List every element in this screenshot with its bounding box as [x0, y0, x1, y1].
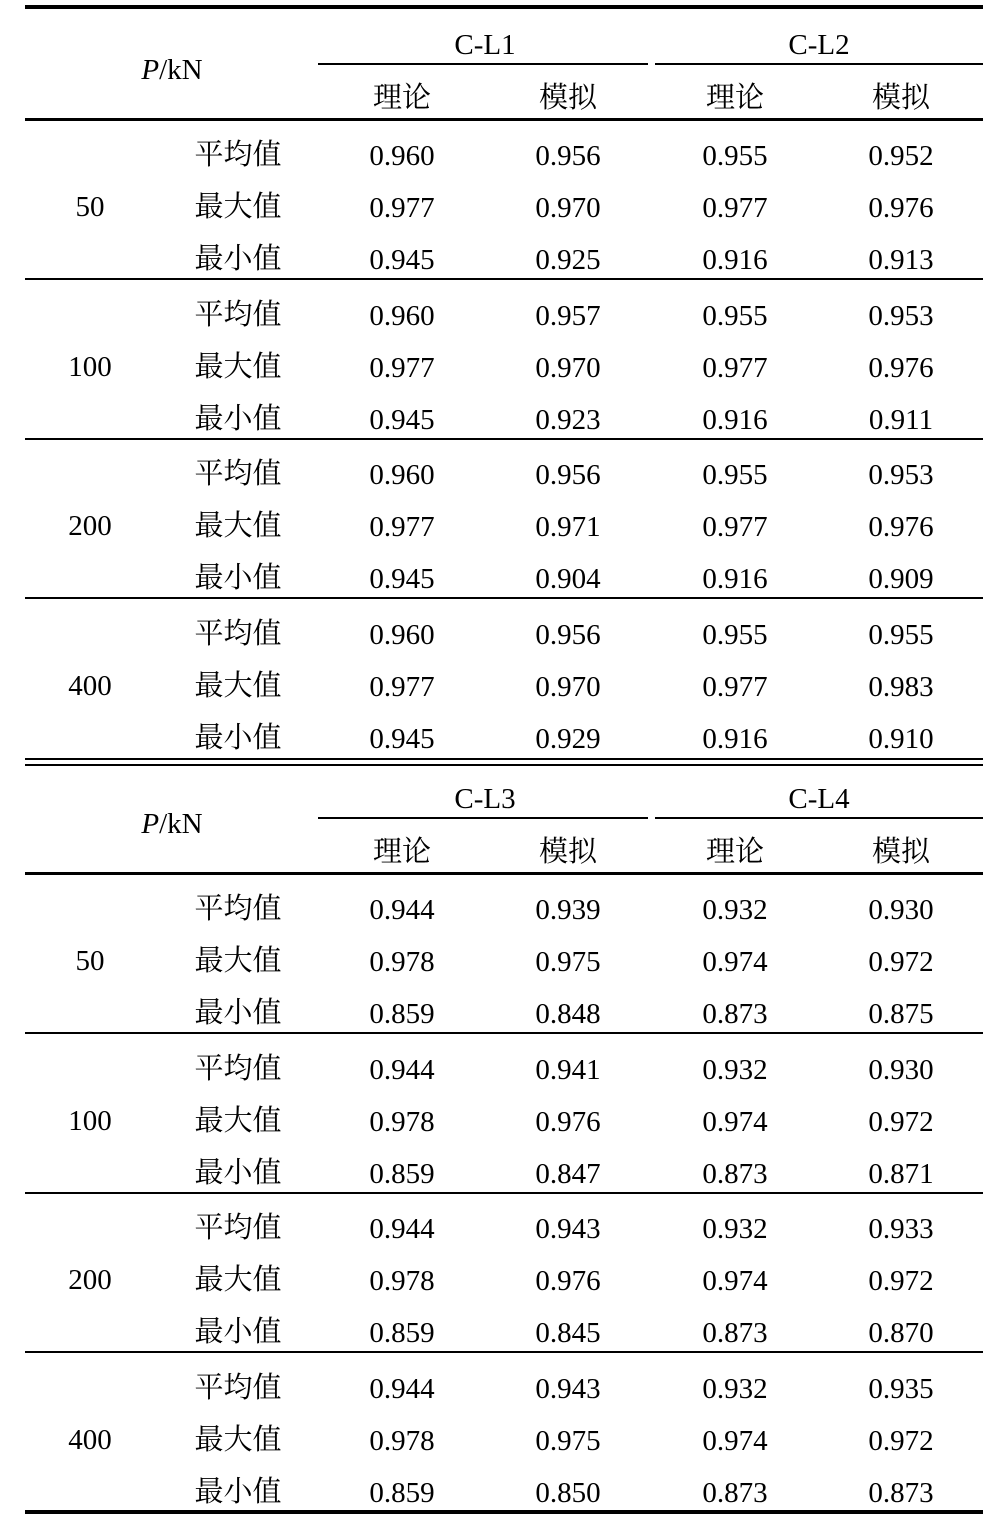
group-header: C-L3 — [454, 783, 516, 815]
row-label-max: 最大值 — [194, 1423, 282, 1456]
row-label-avg: 平均值 — [194, 617, 282, 650]
data-cell: 0.859 — [369, 1157, 435, 1190]
data-cell: 0.978 — [369, 1424, 435, 1457]
data-cell: 0.975 — [535, 946, 601, 978]
row-label-min: 最小值 — [194, 1475, 282, 1508]
data-cell: 0.847 — [535, 1157, 601, 1190]
data-cell: 0.945 — [369, 563, 435, 595]
sub-header-theory: 理论 — [372, 836, 432, 868]
block-divider — [25, 1032, 983, 1034]
data-cell: 0.932 — [702, 1372, 768, 1405]
data-cell: 0.955 — [702, 618, 768, 651]
row-label-min: 最小值 — [194, 1316, 282, 1348]
data-cell: 0.953 — [868, 299, 934, 332]
data-cell: 0.955 — [702, 459, 768, 491]
sub-header-simulation: 模拟 — [538, 836, 598, 868]
data-cell: 0.957 — [535, 299, 601, 332]
data-cell: 0.845 — [535, 1317, 601, 1349]
data-cell: 0.972 — [868, 946, 934, 978]
table-top-rule — [25, 5, 983, 9]
data-cell: 0.956 — [535, 618, 601, 651]
data-cell: 0.977 — [702, 192, 768, 224]
block-divider — [25, 1351, 983, 1353]
load-value: 400 — [68, 669, 112, 702]
data-cell: 0.873 — [702, 998, 768, 1030]
data-cell: 0.925 — [535, 244, 601, 276]
data-cell: 0.859 — [369, 1476, 435, 1509]
load-value: 100 — [68, 350, 112, 383]
data-cell: 0.960 — [369, 618, 435, 651]
row-label-avg: 平均值 — [194, 139, 282, 171]
data-cell: 0.850 — [535, 1476, 601, 1509]
data-cell: 0.943 — [535, 1213, 601, 1245]
row-label-min: 最小值 — [194, 562, 282, 594]
data-cell: 0.932 — [702, 1053, 768, 1086]
data-cell: 0.916 — [702, 244, 768, 276]
data-cell: 0.956 — [535, 140, 601, 172]
load-unit: /kN — [159, 808, 203, 840]
data-cell: 0.976 — [868, 192, 934, 224]
row-label-avg: 平均值 — [194, 1371, 282, 1404]
sub-header-theory: 理论 — [705, 836, 765, 868]
data-cell: 0.909 — [868, 563, 934, 595]
block-divider — [25, 278, 983, 280]
data-cell: 0.960 — [369, 299, 435, 332]
data-cell: 0.974 — [702, 1105, 768, 1138]
group-header: C-L2 — [788, 29, 850, 61]
sub-header-theory: 理论 — [705, 82, 765, 114]
data-cell: 0.916 — [702, 403, 768, 436]
data-cell: 0.930 — [868, 1053, 934, 1086]
row-label-max: 最大值 — [194, 191, 282, 223]
data-cell: 0.976 — [535, 1265, 601, 1297]
block-divider — [25, 438, 983, 440]
data-cell: 0.910 — [868, 722, 934, 755]
load-header — [141, 55, 202, 85]
data-cell: 0.870 — [868, 1317, 934, 1349]
row-label-avg: 平均值 — [194, 458, 282, 490]
data-cell: 0.983 — [868, 670, 934, 703]
data-cell: 0.976 — [868, 351, 934, 384]
load-symbol: P — [141, 808, 160, 840]
row-label-min: 最小值 — [194, 1156, 282, 1189]
data-cell: 0.960 — [369, 140, 435, 172]
data-cell: 0.970 — [535, 670, 601, 703]
row-label-min: 最小值 — [194, 997, 282, 1029]
data-cell: 0.945 — [369, 244, 435, 276]
group-header: C-L4 — [788, 783, 850, 815]
load-header — [141, 809, 202, 839]
block-divider — [25, 1192, 983, 1194]
data-cell: 0.977 — [369, 670, 435, 703]
data-cell: 0.970 — [535, 192, 601, 224]
load-value: 50 — [75, 945, 105, 977]
load-value: 50 — [75, 191, 105, 223]
data-cell: 0.848 — [535, 998, 601, 1030]
load-value: 400 — [68, 1423, 112, 1456]
sub-header-theory: 理论 — [372, 82, 432, 114]
data-cell: 0.952 — [868, 140, 934, 172]
data-cell: 0.916 — [702, 563, 768, 595]
row-label-avg: 平均值 — [194, 1052, 282, 1085]
data-cell: 0.923 — [535, 403, 601, 436]
data-cell: 0.929 — [535, 722, 601, 755]
data-cell: 0.976 — [535, 1105, 601, 1138]
data-cell: 0.977 — [369, 511, 435, 543]
data-cell: 0.933 — [868, 1213, 934, 1245]
sub-header-simulation: 模拟 — [538, 82, 598, 114]
data-cell: 0.977 — [702, 351, 768, 384]
row-label-max: 最大值 — [194, 510, 282, 542]
data-cell: 0.955 — [868, 618, 934, 651]
group-header: C-L1 — [454, 29, 516, 61]
data-cell: 0.955 — [702, 299, 768, 332]
data-cell: 0.972 — [868, 1105, 934, 1138]
data-cell: 0.972 — [868, 1265, 934, 1297]
data-cell: 0.977 — [702, 670, 768, 703]
data-cell: 0.943 — [535, 1372, 601, 1405]
data-cell: 0.977 — [369, 192, 435, 224]
row-label-avg: 平均值 — [194, 1212, 282, 1244]
data-cell: 0.974 — [702, 1424, 768, 1457]
data-cell: 0.875 — [868, 998, 934, 1030]
data-cell: 0.873 — [702, 1157, 768, 1190]
data-cell: 0.859 — [369, 998, 435, 1030]
data-cell: 0.916 — [702, 722, 768, 755]
data-cell: 0.911 — [868, 403, 934, 436]
data-cell: 0.953 — [868, 459, 934, 491]
data-cell: 0.873 — [702, 1476, 768, 1509]
data-cell: 0.970 — [535, 351, 601, 384]
row-label-min: 最小值 — [194, 721, 282, 754]
data-cell: 0.978 — [369, 946, 435, 978]
header-bottom-rule — [25, 872, 983, 875]
data-cell: 0.932 — [702, 1213, 768, 1245]
data-cell: 0.955 — [702, 140, 768, 172]
data-cell: 0.873 — [868, 1476, 934, 1509]
table-top-rule — [25, 764, 983, 766]
data-cell: 0.871 — [868, 1157, 934, 1190]
block-divider — [25, 597, 983, 599]
data-cell: 0.944 — [369, 1053, 435, 1086]
data-cell: 0.975 — [535, 1424, 601, 1457]
row-label-max: 最大值 — [194, 1264, 282, 1296]
data-cell: 0.913 — [868, 244, 934, 276]
data-cell: 0.932 — [702, 894, 768, 926]
data-cell: 0.904 — [535, 563, 601, 595]
data-cell: 0.974 — [702, 1265, 768, 1297]
data-cell: 0.978 — [369, 1105, 435, 1138]
row-label-avg: 平均值 — [194, 893, 282, 925]
data-cell: 0.971 — [535, 511, 601, 543]
row-label-max: 最大值 — [194, 945, 282, 977]
load-symbol: P — [141, 54, 160, 86]
load-value: 200 — [68, 510, 112, 542]
group-underline — [655, 63, 983, 65]
row-label-max: 最大值 — [194, 350, 282, 383]
sub-header-simulation: 模拟 — [871, 836, 931, 868]
group-underline — [318, 63, 648, 65]
load-unit: /kN — [159, 54, 203, 86]
data-cell: 0.956 — [535, 459, 601, 491]
data-cell: 0.978 — [369, 1265, 435, 1297]
table-top-rule — [25, 758, 983, 760]
table-bottom-rule — [25, 1510, 983, 1514]
data-cell: 0.960 — [369, 459, 435, 491]
group-underline — [655, 817, 983, 819]
data-cell: 0.941 — [535, 1053, 601, 1086]
data-cell: 0.977 — [702, 511, 768, 543]
data-cell: 0.944 — [369, 1372, 435, 1405]
data-cell: 0.939 — [535, 894, 601, 926]
header-bottom-rule — [25, 118, 983, 121]
data-cell: 0.944 — [369, 894, 435, 926]
data-cell: 0.945 — [369, 722, 435, 755]
group-underline — [318, 817, 648, 819]
row-label-max: 最大值 — [194, 669, 282, 702]
row-label-max: 最大值 — [194, 1104, 282, 1137]
data-cell: 0.977 — [369, 351, 435, 384]
data-cell: 0.935 — [868, 1372, 934, 1405]
data-cell: 0.945 — [369, 403, 435, 436]
data-cell: 0.976 — [868, 511, 934, 543]
row-label-min: 最小值 — [194, 402, 282, 435]
data-cell: 0.873 — [702, 1317, 768, 1349]
data-cell: 0.974 — [702, 946, 768, 978]
load-value: 100 — [68, 1104, 112, 1137]
load-value: 200 — [68, 1264, 112, 1296]
row-label-min: 最小值 — [194, 243, 282, 275]
sub-header-simulation: 模拟 — [871, 82, 931, 114]
data-cell: 0.944 — [369, 1213, 435, 1245]
row-label-avg: 平均值 — [194, 298, 282, 331]
data-cell: 0.930 — [868, 894, 934, 926]
data-cell: 0.859 — [369, 1317, 435, 1349]
data-cell: 0.972 — [868, 1424, 934, 1457]
